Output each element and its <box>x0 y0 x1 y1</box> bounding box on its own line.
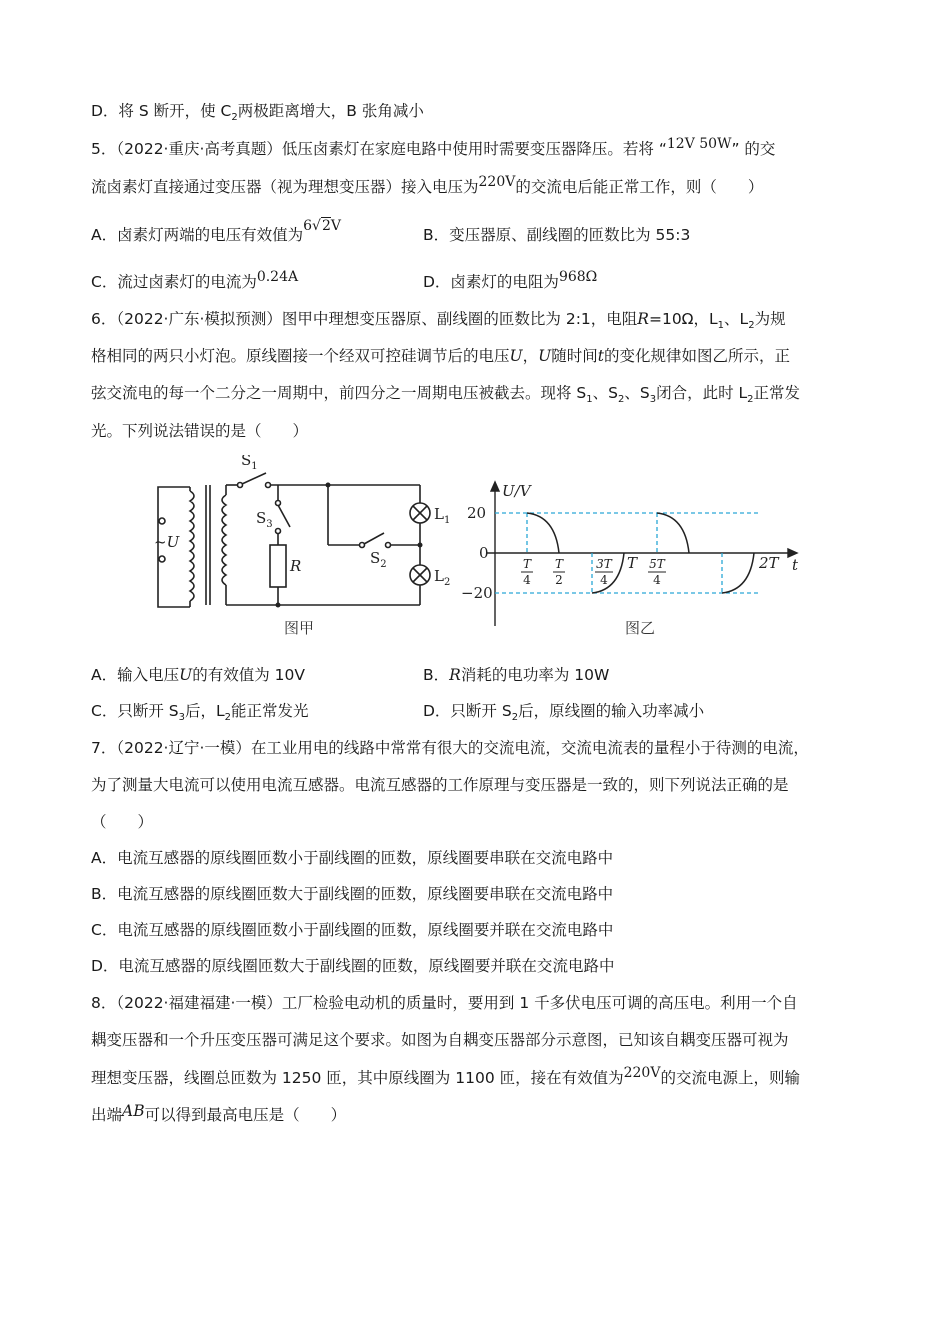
text: 流卤素灯直接通过变压器（视为理想变压器）接入电压为 <box>91 178 479 196</box>
caption-jia: 图甲 <box>284 619 315 637</box>
x-axis-label: t <box>792 556 799 574</box>
text: 理想变压器，线圈总匝数为 1250 匝，其中原线圈为 1100 匝，接在有效值为 <box>91 1069 624 1087</box>
subscript: 3 <box>649 394 657 406</box>
svg-text:4: 4 <box>653 573 661 587</box>
switch-s3 <box>278 505 290 527</box>
svg-text:4: 4 <box>600 573 608 587</box>
wave-segment-1 <box>527 513 559 553</box>
q5-stem-line1 <box>91 138 775 161</box>
switch-s2 <box>364 533 384 544</box>
label-s1: $S_1$ <box>241 455 258 472</box>
q5-option-b: B．变压器原、副线圈的匝数比为 55:3 <box>423 226 691 244</box>
text: 正常发 <box>753 384 801 402</box>
wave-segment-3 <box>657 513 689 553</box>
q7-option-b: B．电流互感器的原线圈匝数大于副线圈的匝数，原线圈要串联在交流电路中 <box>91 885 614 903</box>
q6-option-d <box>423 700 704 729</box>
text: 弦交流电的每一个二分之一周期中，前四分之一周期电压被截去。现将 S <box>91 384 587 402</box>
q7-stem-line3: （ ） <box>91 813 154 831</box>
unit: V <box>330 218 341 234</box>
y-tick-0: 0 <box>479 544 489 562</box>
text: B． <box>423 666 450 684</box>
text: C．流过卤素灯的电流为 <box>91 273 257 291</box>
q7-option-d: D．电流互感器的原线圈匝数大于副线圈的匝数，原线圈要并联在交流电路中 <box>91 957 615 975</box>
math-sqrt-expression: 6√2V <box>303 218 341 234</box>
junction-dot <box>418 543 423 548</box>
subscript: 2 <box>511 712 519 724</box>
text: 、L <box>724 310 749 328</box>
figure-jia-circuit <box>148 455 458 645</box>
var: AB <box>122 1102 145 1120</box>
text: 出端 <box>91 1106 123 1124</box>
math-text: 12V 50W <box>666 136 732 152</box>
text: 、S <box>592 384 618 402</box>
svg-text:T: T <box>522 557 532 571</box>
q5-option-a <box>91 218 341 247</box>
math-text: 220V <box>478 174 516 190</box>
caption-yi: 图乙 <box>625 619 656 637</box>
text: D．只断开 S <box>423 702 512 720</box>
figure-yi-waveform <box>455 478 805 648</box>
q8-stem-line2: 耦变压器和一个升压变压器可满足这个要求。如图为自耦变压器部分示意图，已知该自耦变压器可视为 <box>91 1031 789 1049</box>
text: 、S <box>624 384 650 402</box>
q6-option-c <box>91 700 309 729</box>
subscript: 2 <box>224 712 231 724</box>
q8-stem-line1: 8．（2022·福建福建·一模）工厂检验电动机的质量时，要用到 1 千多伏电压可调的高压电。利用一个自 <box>91 994 798 1012</box>
secondary-coil <box>222 495 226 585</box>
text: 的交流电源上，则输 <box>660 1069 800 1087</box>
text: =10Ω，L <box>648 310 718 328</box>
text: A．输入电压 <box>91 666 180 684</box>
x-tick-3t-over-4 <box>595 557 613 587</box>
q4-option-d <box>91 100 424 129</box>
y-tick-20: 20 <box>467 504 487 522</box>
label-l2: $L_2$ <box>434 567 451 588</box>
text: 的交流电后能正常工作，则（ ） <box>515 178 764 196</box>
q8-stem-line3 <box>91 1067 800 1090</box>
q8-stem-line4 <box>91 1104 346 1126</box>
q5-option-d <box>423 271 597 294</box>
var: t <box>597 347 604 365</box>
math-text: 0.24A <box>256 269 299 285</box>
text: 的变化规律如图乙所示，正 <box>603 347 790 365</box>
label-s2: $S_2$ <box>370 549 387 570</box>
y-axis-label: U/V <box>502 482 531 500</box>
svg-text:2: 2 <box>555 573 563 587</box>
text: 的有效值为 10V <box>192 666 305 684</box>
text: 两极距离增大，B 张角减小 <box>237 102 424 120</box>
q7-stem-line1: 7．（2022·辽宁·一模）在工业用电的线路中常常有很大的交流电流，交流电流表的量程小于待测的电流， <box>91 739 809 757</box>
var: U <box>179 666 193 684</box>
text: C．只断开 S <box>91 702 179 720</box>
junction-dot <box>276 603 281 608</box>
text: 为规 <box>754 310 786 328</box>
text: D．卤素灯的电阻为 <box>423 273 559 291</box>
q7-option-c: C．电流互感器的原线圈匝数小于副线圈的匝数，原线圈要并联在交流电路中 <box>91 921 614 939</box>
x-tick-t: T <box>627 554 638 572</box>
subscript: 2 <box>618 394 625 406</box>
radicand: 2 <box>321 218 331 234</box>
x-tick-2t: 2T <box>759 554 779 572</box>
junction-dot <box>326 483 331 488</box>
q6-option-a <box>91 664 305 686</box>
q5-option-c <box>91 271 298 294</box>
terminal-top <box>159 518 165 524</box>
x-tick-5t-over-4 <box>648 557 666 587</box>
text: ” 的交 <box>731 140 776 158</box>
text: 消耗的电功率为 10W <box>460 666 610 684</box>
math-text: 220V <box>623 1065 661 1081</box>
x-tick-t-over-4 <box>521 557 533 587</box>
svg-text:T: T <box>554 557 564 571</box>
q7-option-a: A．电流互感器的原线圈匝数小于副线圈的匝数，原线圈要串联在交流电路中 <box>91 849 614 867</box>
subscript: 2 <box>231 112 238 124</box>
math-text: 968Ω <box>558 269 598 285</box>
terminal-bottom <box>159 556 165 562</box>
primary-coil <box>190 491 194 601</box>
q6-option-b <box>423 664 609 686</box>
var: U <box>538 347 552 365</box>
y-tick-minus20: −20 <box>461 584 493 602</box>
coef: 6 <box>303 218 313 234</box>
text: D．将 S 断开，使 C <box>91 102 232 120</box>
text: 闭合，此时 L <box>656 384 748 402</box>
q6-stem-line4: 光。下列说法错误的是（ ） <box>91 422 309 440</box>
text: 后，L <box>184 702 225 720</box>
q6-stem-line2 <box>91 345 790 367</box>
label-l1: $L_1$ <box>434 505 451 526</box>
text: 格相同的两只小灯泡。原线圈接一个经双可控硅调节后的电压 <box>91 347 510 365</box>
subscript: 3 <box>178 712 185 724</box>
x-tick-t-over-2 <box>553 557 565 587</box>
text: 随时间 <box>551 347 598 365</box>
text: 能正常发光 <box>230 702 309 720</box>
q6-stem-line1 <box>91 308 786 337</box>
text: 可以得到最高电压是（ ） <box>144 1106 347 1124</box>
subscript: 2 <box>747 394 754 406</box>
text: 后，原线圈的输入功率减小 <box>518 702 705 720</box>
label-r: R <box>290 557 302 575</box>
svg-text:3T: 3T <box>596 557 612 571</box>
y-axis-arrow <box>491 482 499 491</box>
text: ， <box>522 347 539 365</box>
svg-text:5T: 5T <box>649 557 665 571</box>
subscript: 1 <box>717 320 725 332</box>
subscript: 1 <box>586 394 593 406</box>
var: R <box>449 666 461 684</box>
text: A．卤素灯两端的电压有效值为 <box>91 226 304 244</box>
switch-s1 <box>242 473 266 484</box>
q7-stem-line2: 为了测量大电流可以使用电流互感器。电流互感器的工作原理与变压器是一致的，则下列说法正确的是 <box>91 776 789 794</box>
svg-text:4: 4 <box>523 573 531 587</box>
wave-segment-4 <box>722 553 754 593</box>
subscript: 2 <box>748 320 755 332</box>
source-label: ~U <box>154 533 180 551</box>
var: U <box>509 347 523 365</box>
resistor-r <box>270 545 286 587</box>
q6-stem-line3 <box>91 382 800 411</box>
label-s3: $S_3$ <box>256 509 273 530</box>
text: 6．（2022·广东·模拟预测）图甲中理想变压器原、副线圈的匝数比为 2:1，电阻 <box>91 310 638 328</box>
q5-stem-line2 <box>91 176 763 199</box>
text: 5．（2022·重庆·高考真题）低压卤素灯在家庭电路中使用时需要变压器降压。若将 “ <box>91 140 667 158</box>
var: R <box>637 310 649 328</box>
